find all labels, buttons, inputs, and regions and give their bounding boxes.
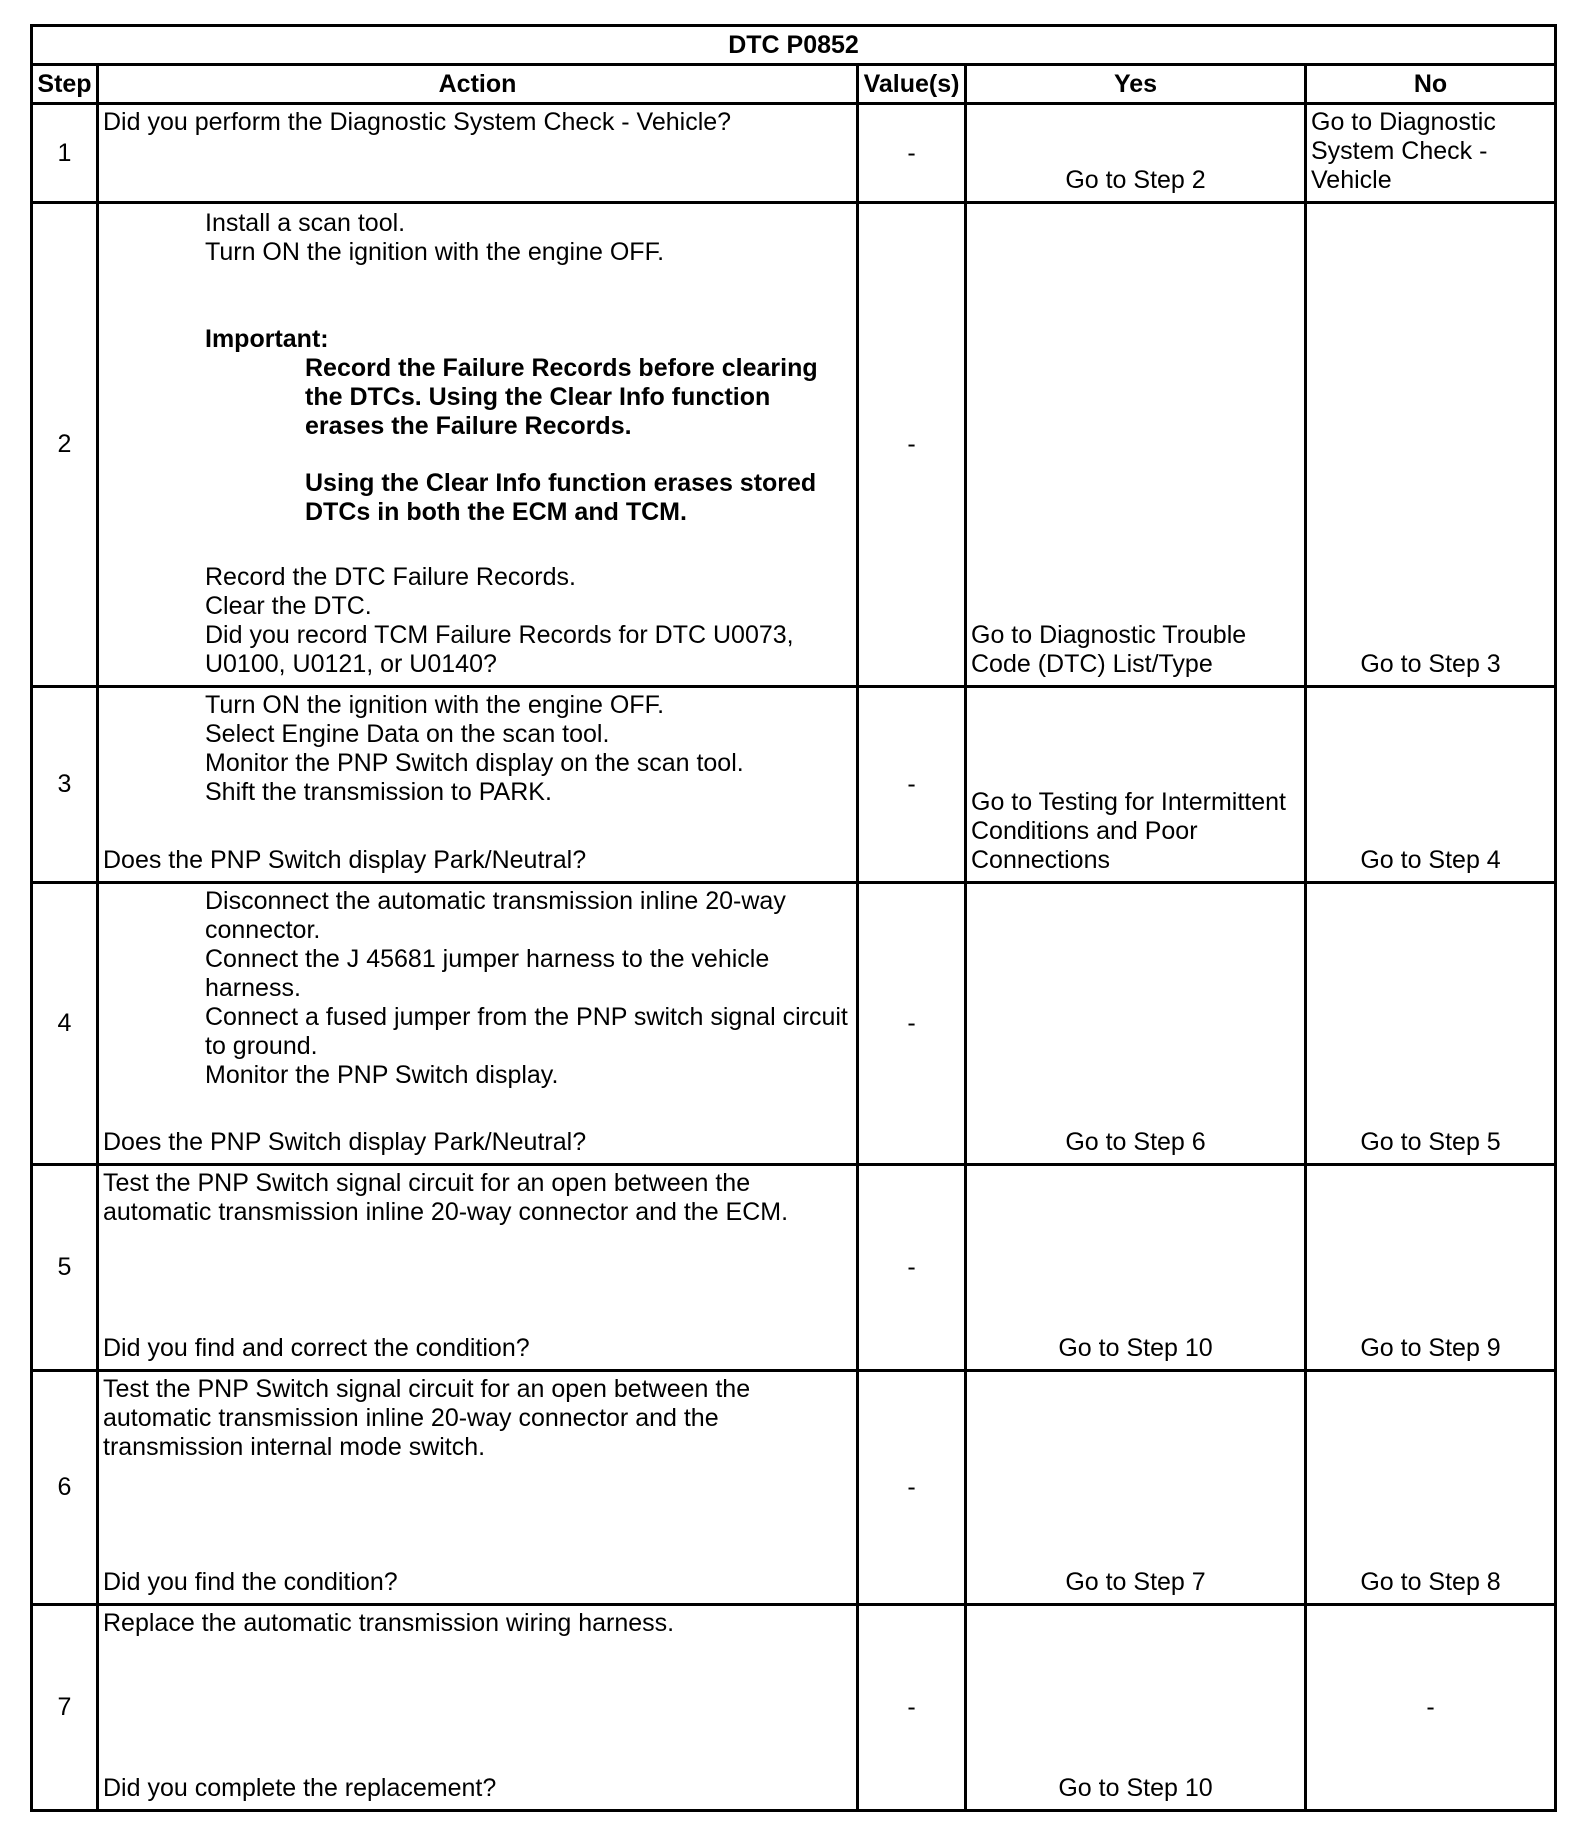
yes-cell: Go to Step 2 bbox=[966, 104, 1306, 203]
no-cell: Go to Step 4 bbox=[1306, 687, 1556, 883]
step-number: 1 bbox=[32, 104, 98, 203]
yes-cell: Go to Step 10 bbox=[966, 1605, 1306, 1811]
table-row bbox=[32, 883, 1556, 1165]
action-text: Turn ON the ignition with the engine OFF. bbox=[205, 238, 665, 266]
step-number: 5 bbox=[32, 1165, 98, 1371]
table-row bbox=[32, 203, 1556, 687]
yes-text: Go to Diagnostic Trouble bbox=[971, 621, 1247, 649]
action-text: Disconnect the automatic transmission inline 20-way bbox=[205, 887, 786, 915]
action-text: automatic transmission inline 20-way connector and the ECM. bbox=[103, 1198, 789, 1226]
action-cell bbox=[98, 104, 858, 203]
action-cell bbox=[98, 687, 858, 883]
header-no: No bbox=[1306, 65, 1556, 104]
table-row bbox=[32, 1165, 1556, 1371]
yes-cell: Go to Step 7 bbox=[966, 1371, 1306, 1605]
action-text: Monitor the PNP Switch display on the scan tool. bbox=[205, 749, 744, 777]
action-text: Clear the DTC. bbox=[205, 592, 372, 620]
header-yes: Yes bbox=[966, 65, 1306, 104]
action-text: transmission internal mode switch. bbox=[103, 1433, 486, 1461]
value-cell: - bbox=[858, 104, 966, 203]
yes-cell: Go to Step 10 bbox=[966, 1165, 1306, 1371]
question-text: U0100, U0121, or U0140? bbox=[205, 650, 497, 678]
step-number: 3 bbox=[32, 687, 98, 883]
action-text: to ground. bbox=[205, 1032, 318, 1060]
action-text: Test the PNP Switch signal circuit for an open between the bbox=[103, 1375, 751, 1403]
important-text: erases the Failure Records. bbox=[305, 412, 632, 440]
header-step: Step bbox=[32, 65, 98, 104]
header-action: Action bbox=[98, 65, 858, 104]
yes-text: Connections bbox=[971, 846, 1110, 874]
action-text: Turn ON the ignition with the engine OFF. bbox=[205, 691, 665, 719]
table-row bbox=[32, 1371, 1556, 1605]
yes-text: Conditions and Poor bbox=[971, 817, 1198, 845]
important-text: Using the Clear Info function erases stored bbox=[305, 469, 817, 497]
no-cell bbox=[1306, 104, 1556, 203]
step-number: 2 bbox=[32, 203, 98, 687]
action-cell bbox=[98, 883, 858, 1165]
question-text: Does the PNP Switch display Park/Neutral? bbox=[103, 846, 587, 874]
action-cell bbox=[98, 203, 858, 687]
yes-cell bbox=[966, 203, 1306, 687]
table-row bbox=[32, 104, 1556, 203]
step-number: 7 bbox=[32, 1605, 98, 1811]
value-cell: - bbox=[858, 1371, 966, 1605]
value-cell: - bbox=[858, 687, 966, 883]
yes-text: Go to Testing for Intermittent bbox=[971, 788, 1286, 816]
value-cell: - bbox=[858, 1605, 966, 1811]
action-cell bbox=[98, 1605, 858, 1811]
action-text: Replace the automatic transmission wiring harness. bbox=[103, 1609, 675, 1637]
table-row bbox=[32, 1605, 1556, 1811]
question-text: Did you complete the replacement? bbox=[103, 1774, 497, 1802]
important-text: Record the Failure Records before clearing bbox=[305, 354, 818, 382]
no-text: System Check - bbox=[1311, 137, 1488, 165]
table-row bbox=[32, 687, 1556, 883]
action-text: Connect the J 45681 jumper harness to the vehicle bbox=[205, 945, 770, 973]
value-cell: - bbox=[858, 203, 966, 687]
question-text: Did you record TCM Failure Records for DTC U0073, bbox=[205, 621, 794, 649]
action-text: Shift the transmission to PARK. bbox=[205, 778, 552, 806]
yes-cell: Go to Step 6 bbox=[966, 883, 1306, 1165]
diagnostic-table bbox=[30, 24, 1557, 1812]
header-values: Value(s) bbox=[858, 65, 966, 104]
important-text: DTCs in both the ECM and TCM. bbox=[305, 498, 687, 526]
question-text: Does the PNP Switch display Park/Neutral? bbox=[103, 1128, 587, 1156]
question-text: Did you find the condition? bbox=[103, 1568, 398, 1596]
important-label: Important: bbox=[205, 325, 329, 353]
yes-text: Code (DTC) List/Type bbox=[971, 650, 1213, 678]
table-title: DTC P0852 bbox=[32, 26, 1556, 65]
yes-cell bbox=[966, 687, 1306, 883]
action-text: Test the PNP Switch signal circuit for an open between the bbox=[103, 1169, 751, 1197]
value-cell: - bbox=[858, 883, 966, 1165]
no-text: Go to Diagnostic bbox=[1311, 108, 1496, 136]
step-number: 4 bbox=[32, 883, 98, 1165]
no-text: Vehicle bbox=[1311, 166, 1392, 194]
action-text: Did you perform the Diagnostic System Check - Vehicle? bbox=[103, 108, 732, 136]
no-cell: - bbox=[1306, 1605, 1556, 1811]
action-text: automatic transmission inline 20-way connector and the bbox=[103, 1404, 719, 1432]
step-number: 6 bbox=[32, 1371, 98, 1605]
action-text: Monitor the PNP Switch display. bbox=[205, 1061, 559, 1089]
action-text: connector. bbox=[205, 916, 321, 944]
action-text: harness. bbox=[205, 974, 301, 1002]
action-text: Record the DTC Failure Records. bbox=[205, 563, 576, 591]
no-cell: Go to Step 8 bbox=[1306, 1371, 1556, 1605]
question-text: Did you find and correct the condition? bbox=[103, 1334, 530, 1362]
action-text: Select Engine Data on the scan tool. bbox=[205, 720, 610, 748]
important-text: the DTCs. Using the Clear Info function bbox=[305, 383, 771, 411]
no-cell: Go to Step 3 bbox=[1306, 203, 1556, 687]
action-text: Connect a fused jumper from the PNP switch signal circuit bbox=[205, 1003, 848, 1031]
value-cell: - bbox=[858, 1165, 966, 1371]
action-cell bbox=[98, 1371, 858, 1605]
no-cell: Go to Step 9 bbox=[1306, 1165, 1556, 1371]
action-text: Install a scan tool. bbox=[205, 209, 406, 237]
no-cell: Go to Step 5 bbox=[1306, 883, 1556, 1165]
action-cell bbox=[98, 1165, 858, 1371]
